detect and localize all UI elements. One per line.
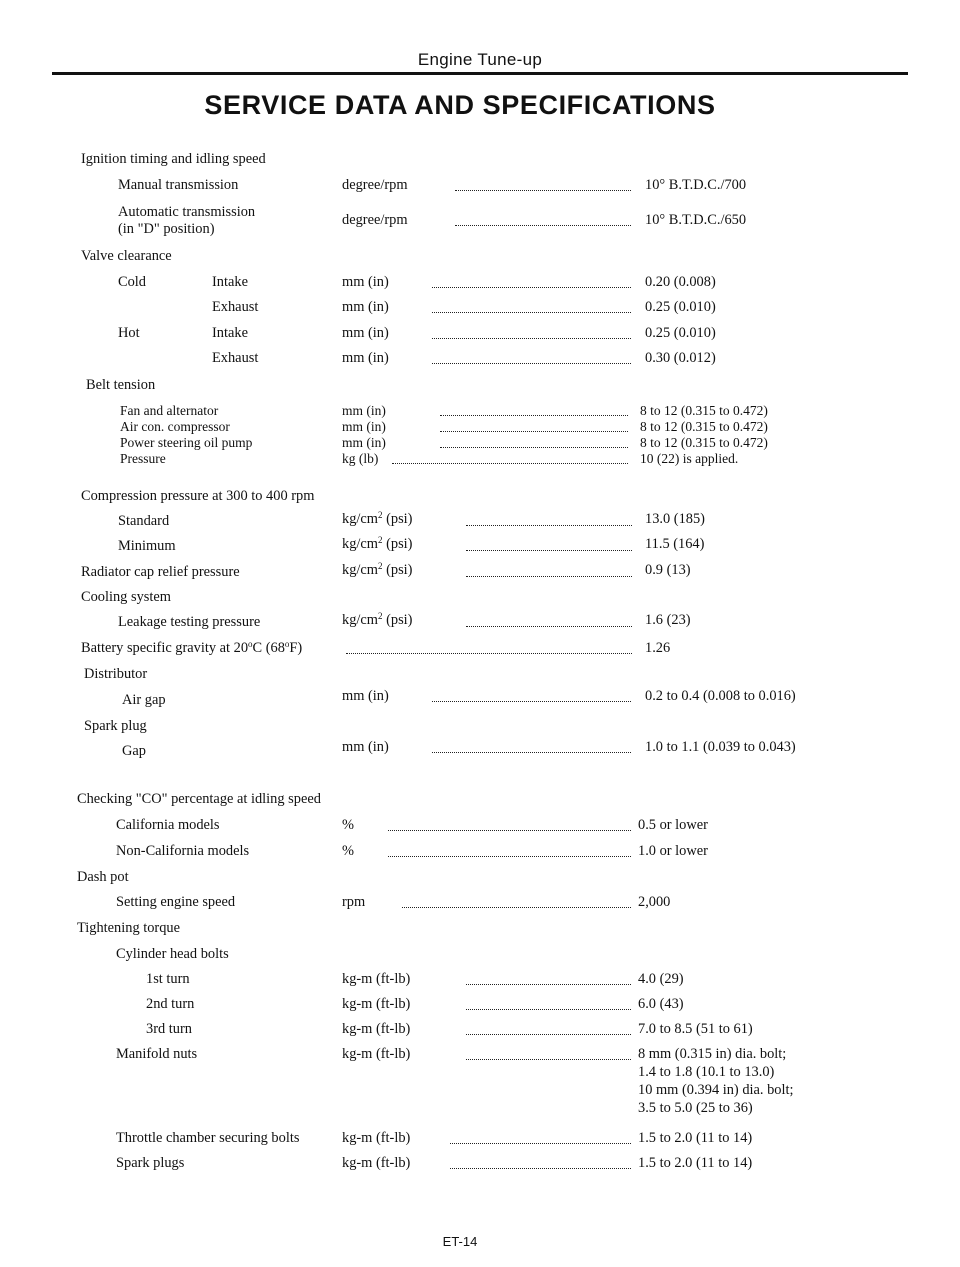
cooling-system-heading: Cooling system (81, 589, 171, 605)
compression-standard-label: Standard (118, 513, 170, 529)
valve-unit: mm (in) (342, 274, 389, 290)
distributor-value: 0.2 to 0.4 (0.008 to 0.016) (645, 688, 796, 704)
spark-plugs-torque-label: Spark plugs (116, 1155, 185, 1171)
manifold-nuts-label: Manifold nuts (116, 1046, 198, 1062)
belt-value: 8 to 12 (0.315 to 0.472) (640, 435, 768, 450)
belt-unit: mm (in) (342, 419, 386, 434)
dot-leader (466, 626, 632, 627)
ignition-manual-value: 10° B.T.D.C./700 (645, 177, 747, 193)
valve-unit: mm (in) (342, 325, 389, 341)
belt-item: Power steering oil pump (120, 435, 253, 450)
compression-heading: Compression pressure at 300 to 400 rpm (81, 488, 315, 504)
torque-unit: kg-m (ft-lb) (342, 1021, 411, 1037)
throttle-chamber-label: Throttle chamber securing bolts (116, 1130, 300, 1146)
valve-value: 0.30 (0.012) (645, 350, 716, 366)
manual-transmission-label: Manual transmission (118, 177, 239, 193)
dot-leader (455, 190, 631, 191)
spark-plug-heading: Spark plug (84, 718, 147, 734)
dot-leader (440, 415, 628, 416)
dot-leader (432, 701, 631, 702)
compression-minimum-label: Minimum (118, 538, 176, 554)
dashpot-value: 2,000 (638, 894, 671, 910)
radiator-cap-label: Radiator cap relief pressure (81, 564, 240, 580)
valve-value: 0.25 (0.010) (645, 325, 716, 341)
dot-leader (466, 576, 632, 577)
page-number: ET-14 (442, 1234, 478, 1249)
belt-value: 10 (22) is applied. (640, 451, 739, 466)
throttle-value: 1.5 to 2.0 (11 to 14) (638, 1130, 753, 1146)
first-turn-label: 1st turn (146, 971, 190, 987)
dot-leader (466, 525, 632, 526)
tightening-torque-heading: Tightening torque (77, 920, 181, 936)
belt-value: 8 to 12 (0.315 to 0.472) (640, 403, 768, 418)
running-header: Engine Tune-up (417, 50, 543, 69)
california-value: 0.5 or lower (638, 817, 708, 833)
ignition-auto-unit: degree/rpm (342, 212, 408, 228)
dot-leader (466, 550, 632, 551)
manifold-value: 3.5 to 5.0 (25 to 36) (638, 1100, 753, 1116)
ignition-heading: Ignition timing and idling speed (81, 151, 266, 167)
belt-tension-heading: Belt tension (86, 377, 156, 393)
cylinder-head-bolts-label: Cylinder head bolts (116, 946, 229, 962)
dot-leader (440, 431, 628, 432)
distributor-heading: Distributor (84, 666, 148, 682)
manifold-value: 10 mm (0.394 in) dia. bolt; (638, 1082, 794, 1098)
ignition-auto-value: 10° B.T.D.C./650 (645, 212, 747, 228)
valve-hot-intake-label: Intake (212, 325, 248, 341)
first-turn-value: 4.0 (29) (638, 971, 684, 987)
dot-leader (450, 1143, 631, 1144)
dot-leader (432, 363, 631, 364)
torque-unit: kg-m (ft-lb) (342, 1046, 411, 1062)
third-turn-label: 3rd turn (146, 1021, 192, 1037)
belt-item: Fan and alternator (120, 403, 219, 418)
page-title: SERVICE DATA AND SPECIFICATIONS (204, 90, 716, 120)
torque-unit: kg-m (ft-lb) (342, 1130, 411, 1146)
belt-item: Pressure (120, 451, 166, 466)
california-label: California models (116, 817, 220, 833)
cooling-unit: $kg/cm^2$ (psi) (342, 611, 413, 628)
belt-unit: mm (in) (342, 435, 386, 450)
belt-value: 8 to 12 (0.315 to 0.472) (640, 419, 768, 434)
header-rule (52, 72, 908, 75)
compression-minimum-value: 11.5 (164) (645, 536, 705, 552)
torque-unit: kg-m (ft-lb) (342, 996, 411, 1012)
distributor-unit: mm (in) (342, 688, 389, 704)
dot-leader (392, 463, 628, 464)
spark-plugs-torque-value: 1.5 to 2.0 (11 to 14) (638, 1155, 753, 1171)
valve-value: 0.20 (0.008) (645, 274, 716, 290)
dot-leader (402, 907, 631, 908)
belt-unit: kg (lb) (342, 451, 379, 466)
belt-unit: mm (in) (342, 403, 386, 418)
automatic-d-position-label: (in "D" position) (118, 221, 215, 237)
dot-leader (466, 1059, 631, 1060)
spark-value: 1.0 to 1.1 (0.039 to 0.043) (645, 739, 796, 755)
co-unit: % (342, 817, 354, 833)
torque-unit: kg-m (ft-lb) (342, 1155, 411, 1171)
dot-leader (466, 984, 631, 985)
dot-leader (346, 653, 632, 654)
dot-leader (432, 287, 631, 288)
spark-unit: mm (in) (342, 739, 389, 755)
dot-leader (450, 1168, 631, 1169)
dot-leader (432, 338, 631, 339)
setting-engine-speed-label: Setting engine speed (116, 894, 236, 910)
second-turn-label: 2nd turn (146, 996, 195, 1012)
valve-clearance-heading: Valve clearance (81, 248, 172, 264)
valve-value: 0.25 (0.010) (645, 299, 716, 315)
radiator-unit: $kg/cm^2$ (psi) (342, 561, 413, 578)
cooling-value: 1.6 (23) (645, 612, 691, 628)
valve-unit: mm (in) (342, 350, 389, 366)
dot-leader (388, 856, 631, 857)
dot-leader (455, 225, 631, 226)
second-turn-value: 6.0 (43) (638, 996, 684, 1012)
automatic-transmission-label: Automatic transmission (118, 204, 256, 220)
compression-standard-value: 13.0 (185) (645, 511, 705, 527)
battery-value: 1.26 (645, 640, 671, 656)
valve-hot-exhaust-label: Exhaust (212, 350, 259, 366)
dot-leader (466, 1034, 631, 1035)
battery-gravity-label: Battery specific gravity at 20$^o$C (68$^o$F) (81, 639, 303, 656)
compression-unit: $kg/cm^2$ (psi) (342, 535, 413, 552)
spark-gap-label: Gap (122, 743, 146, 759)
dot-leader (432, 312, 631, 313)
dot-leader (440, 447, 628, 448)
air-gap-label: Air gap (122, 692, 166, 708)
manifold-value: 8 mm (0.315 in) dia. bolt; (638, 1046, 787, 1062)
dot-leader (388, 830, 631, 831)
co-unit: % (342, 843, 354, 859)
valve-cold-intake-label: Intake (212, 274, 248, 290)
non-california-label: Non-California models (116, 843, 250, 859)
non-california-value: 1.0 or lower (638, 843, 708, 859)
dashpot-unit: rpm (342, 894, 366, 910)
leakage-testing-label: Leakage testing pressure (118, 614, 261, 630)
compression-unit: $kg/cm^2$ (psi) (342, 510, 413, 527)
manifold-value: 1.4 to 1.8 (10.1 to 13.0) (638, 1064, 775, 1080)
valve-cold-exhaust-label: Exhaust (212, 299, 259, 315)
valve-unit: mm (in) (342, 299, 389, 315)
radiator-value: 0.9 (13) (645, 562, 691, 578)
valve-cold-label: Cold (118, 274, 146, 290)
dash-pot-heading: Dash pot (77, 869, 129, 885)
belt-item: Air con. compressor (120, 419, 230, 434)
ignition-manual-unit: degree/rpm (342, 177, 408, 193)
co-heading: Checking "CO" percentage at idling speed (77, 791, 321, 807)
torque-unit: kg-m (ft-lb) (342, 971, 411, 987)
third-turn-value: 7.0 to 8.5 (51 to 61) (638, 1021, 753, 1037)
valve-hot-label: Hot (118, 325, 140, 341)
dot-leader (432, 752, 631, 753)
dot-leader (466, 1009, 631, 1010)
